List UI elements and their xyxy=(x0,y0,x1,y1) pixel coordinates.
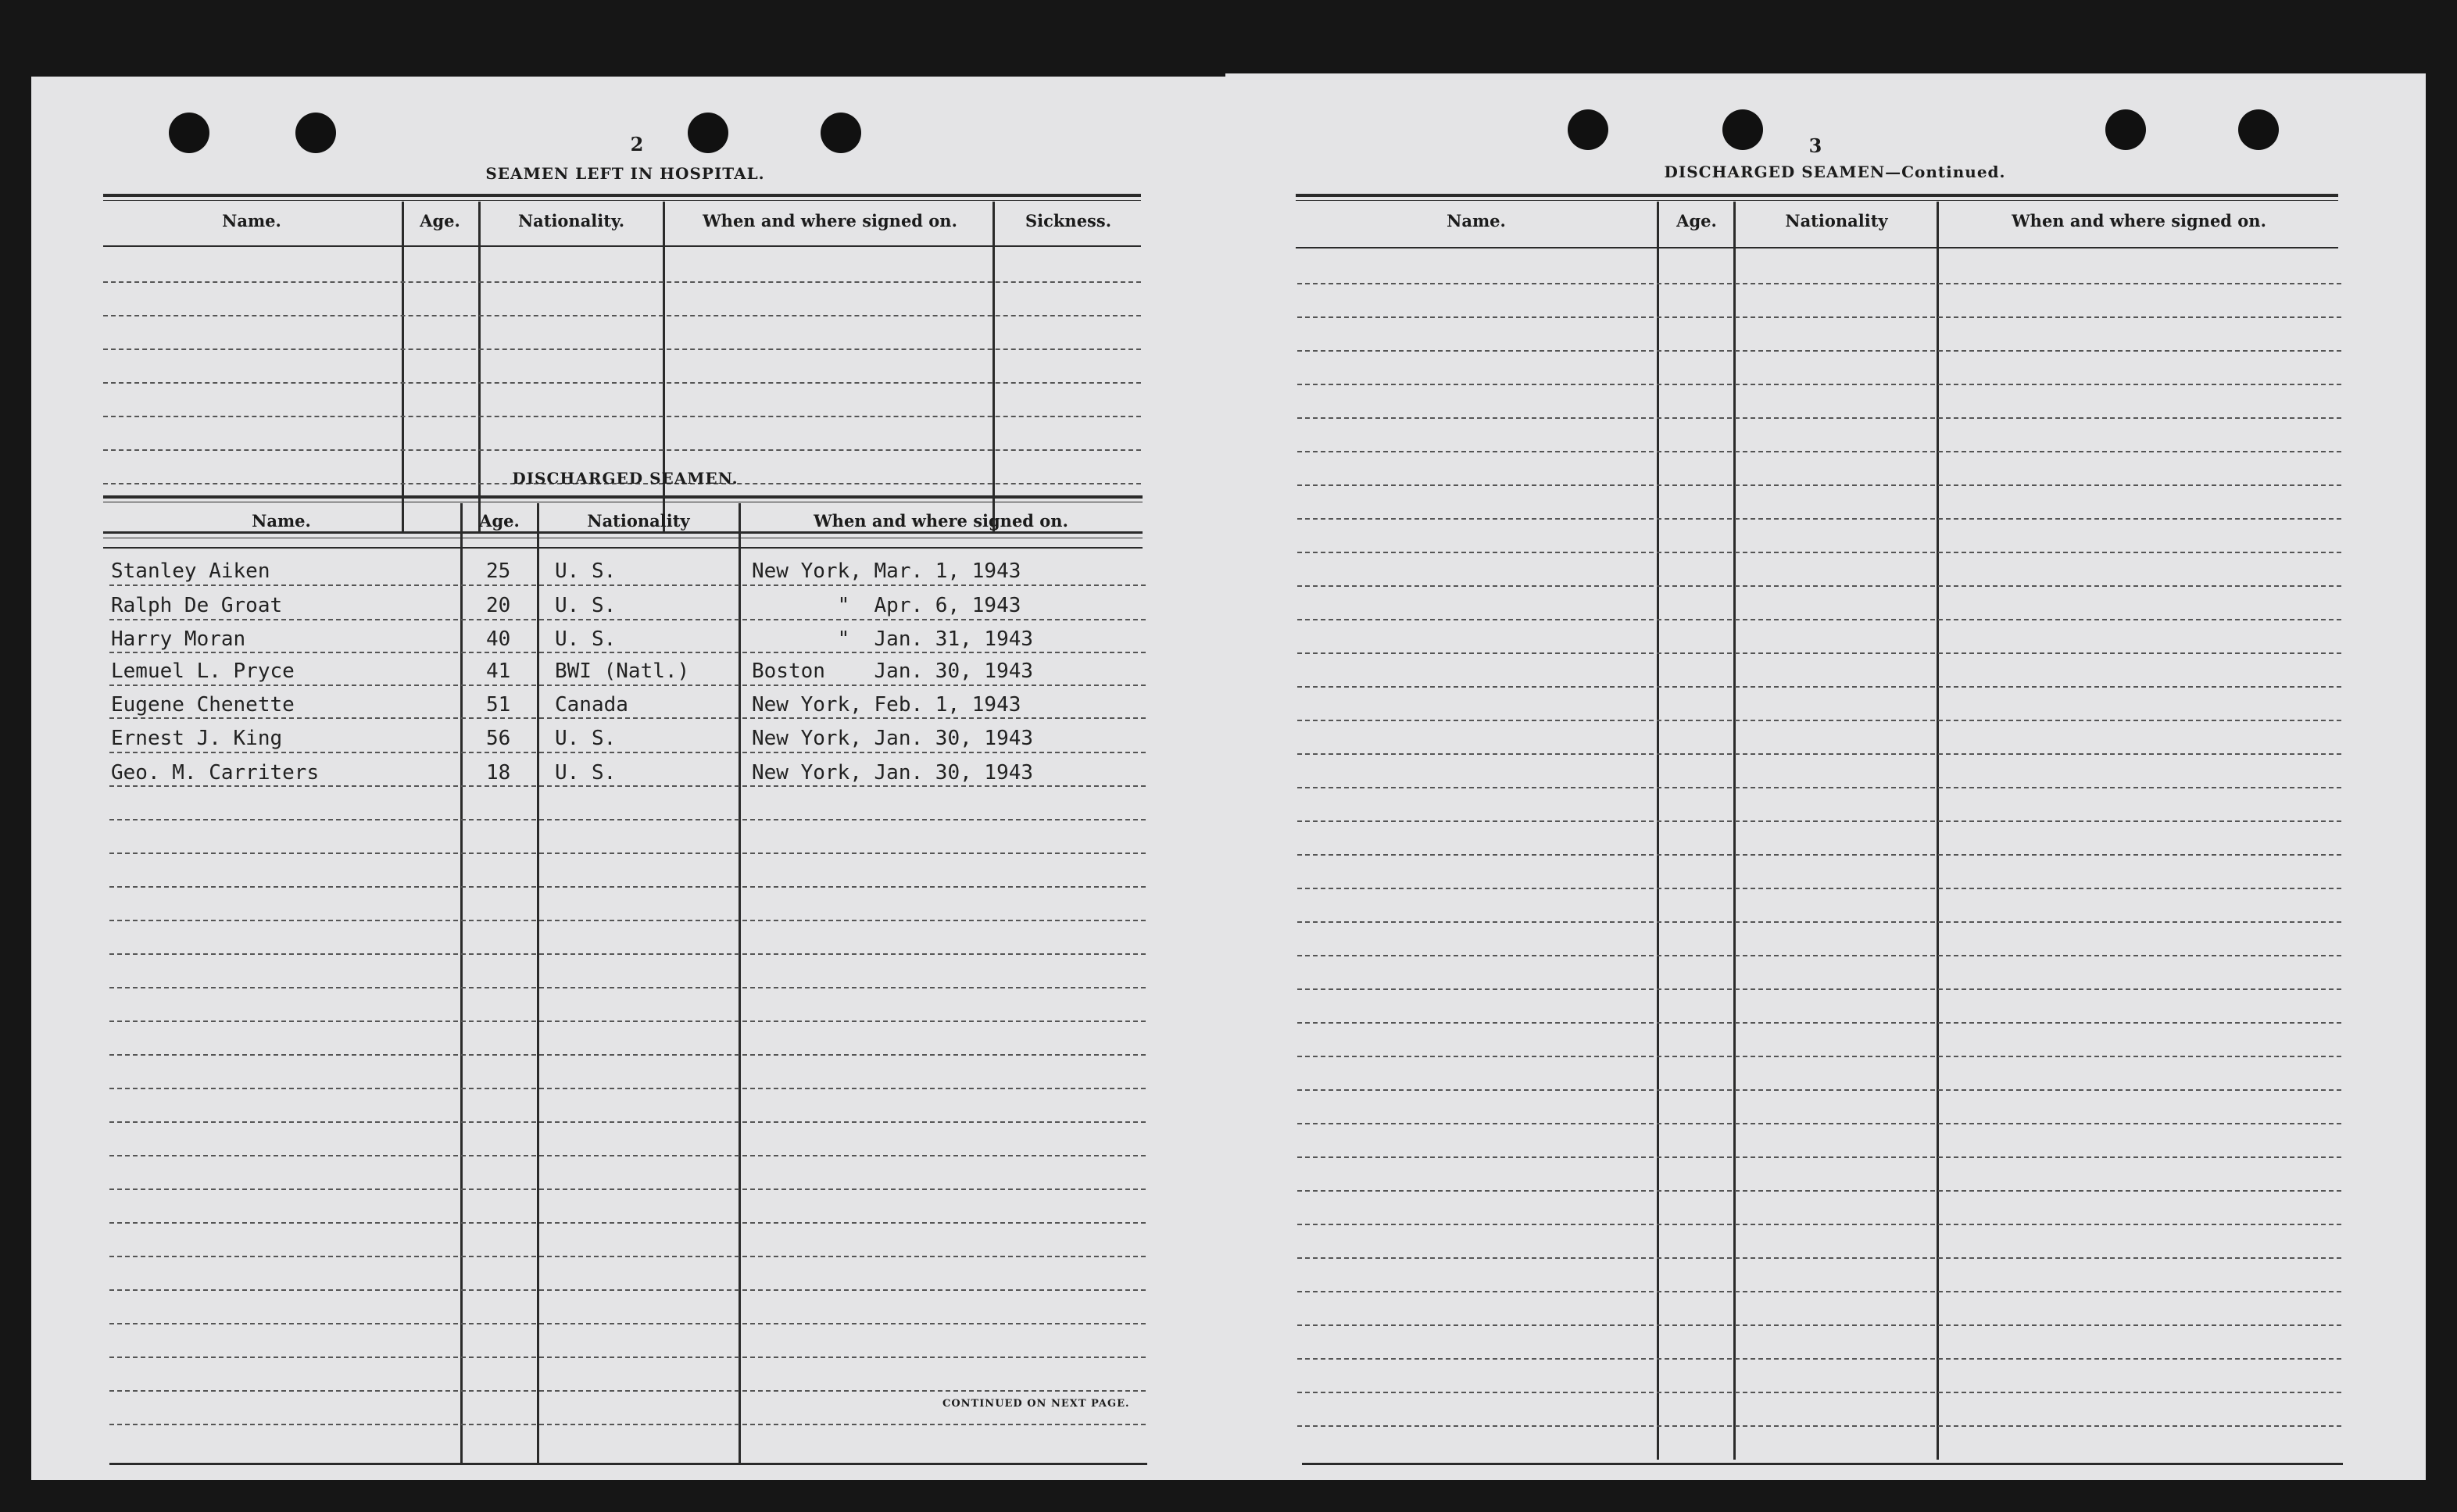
discharged-row-line xyxy=(109,953,1146,955)
discharged-col-divider xyxy=(739,503,741,1464)
continued-row-line xyxy=(1297,1190,2341,1192)
continued-row-line xyxy=(1297,720,2341,721)
continued-row-line xyxy=(1297,1257,2341,1259)
continued-header-rule xyxy=(1296,247,2338,248)
seaman-signed-on: New York, Jan. 30, 1943 xyxy=(752,727,1034,750)
discharged-row-line xyxy=(109,1155,1146,1156)
continued-col-divider xyxy=(1657,202,1659,1460)
seaman-age: 18 xyxy=(486,761,511,785)
binder-hole-icon xyxy=(295,113,336,153)
seaman-nationality: BWI (Natl.) xyxy=(555,659,690,683)
continued-row-line xyxy=(1297,619,2341,620)
seaman-signed-on: New York, Mar. 1, 1943 xyxy=(752,559,1021,583)
continued-col-divider xyxy=(1937,202,1939,1460)
discharged-row-line xyxy=(109,1256,1146,1257)
continued-row-line xyxy=(1297,552,2341,553)
continued-row-line xyxy=(1297,787,2341,788)
page-number: 2 xyxy=(630,133,644,155)
seaman-nationality: U. S. xyxy=(555,761,617,785)
seaman-age: 25 xyxy=(486,559,511,583)
continued-row-line xyxy=(1297,686,2341,688)
discharged-header-nationality: Nationality xyxy=(587,511,690,531)
discharged-top-rule xyxy=(103,495,1143,499)
discharged-row-line xyxy=(109,853,1146,854)
continued-row-line xyxy=(1297,652,2341,654)
discharged-row-line xyxy=(109,819,1146,820)
binder-hole-icon xyxy=(169,113,209,153)
continued-footnote: CONTINUED ON NEXT PAGE. xyxy=(942,1398,1130,1410)
continued-row-line xyxy=(1297,384,2341,385)
seaman-nationality: U. S. xyxy=(555,727,617,750)
discharged-header-signed: When and where signed on. xyxy=(814,511,1068,531)
continued-row-line xyxy=(1297,283,2341,284)
discharged-row-line xyxy=(109,619,1146,620)
hospital-top-rule-thin xyxy=(103,200,1141,201)
continued-row-line xyxy=(1297,1358,2341,1360)
discharged-row-line xyxy=(109,1054,1146,1056)
discharged-row-line xyxy=(109,886,1146,888)
discharged-row-line xyxy=(109,1088,1146,1089)
seaman-age: 51 xyxy=(486,693,511,717)
hospital-bottom-rule xyxy=(103,531,1143,534)
continued-header-nationality: Nationality xyxy=(1785,211,1888,231)
hospital-blank-row xyxy=(103,449,1141,451)
hospital-blank-row xyxy=(103,349,1141,350)
seaman-nationality: U. S. xyxy=(555,559,617,583)
binder-hole-icon xyxy=(2105,109,2146,150)
continued-row-line xyxy=(1297,1056,2341,1057)
continued-row-line xyxy=(1297,1291,2341,1292)
seaman-name: Ralph De Groat xyxy=(111,594,283,617)
continued-row-line xyxy=(1297,921,2341,923)
hospital-top-rule xyxy=(103,194,1141,197)
continued-row-line xyxy=(1297,1089,2341,1091)
seaman-age: 56 xyxy=(486,727,511,750)
discharged-row-line xyxy=(109,1121,1146,1123)
continued-row-line xyxy=(1297,820,2341,822)
continued-header-signed: When and where signed on. xyxy=(2012,211,2266,231)
hospital-blank-row xyxy=(103,315,1141,316)
seaman-nationality: Canada xyxy=(555,693,628,717)
discharged-row-line xyxy=(109,652,1146,653)
discharged-row-line xyxy=(109,1390,1146,1392)
discharged-row-line xyxy=(109,920,1146,921)
continued-row-line xyxy=(1297,417,2341,419)
discharged-bottom-rule xyxy=(109,1463,1147,1465)
hospital-section-title: SEAMEN LEFT IN HOSPITAL. xyxy=(485,164,765,183)
seaman-signed-on: " Apr. 6, 1943 xyxy=(752,594,1021,617)
left-page xyxy=(31,77,1225,1480)
discharged-row-line xyxy=(109,685,1146,686)
discharged-section-title: DISCHARGED SEAMEN. xyxy=(512,469,739,488)
hospital-header-nationality: Nationality. xyxy=(517,211,625,231)
discharged-header-name: Name. xyxy=(252,511,311,531)
seaman-name: Lemuel L. Pryce xyxy=(111,659,295,683)
hospital-blank-row xyxy=(103,416,1141,417)
discharged-header-rule xyxy=(103,547,1143,549)
seaman-name: Eugene Chenette xyxy=(111,693,295,717)
discharged-col-divider xyxy=(460,503,463,1464)
hospital-blank-row xyxy=(103,281,1141,283)
continued-row-line xyxy=(1297,1224,2341,1225)
discharged-continued-title: DISCHARGED SEAMEN—Continued. xyxy=(1664,163,2006,181)
continued-row-line xyxy=(1297,888,2341,889)
binder-hole-icon xyxy=(688,113,728,153)
continued-row-line xyxy=(1297,1392,2341,1393)
hospital-col-divider xyxy=(992,202,995,531)
seaman-name: Stanley Aiken xyxy=(111,559,270,583)
seaman-age: 41 xyxy=(486,659,511,683)
hospital-header-name: Name. xyxy=(222,211,281,231)
continued-row-line xyxy=(1297,316,2341,318)
discharged-row-line xyxy=(109,752,1146,753)
hospital-header-rule xyxy=(103,245,1141,247)
discharged-col-divider xyxy=(537,503,539,1464)
seaman-signed-on: New York, Feb. 1, 1943 xyxy=(752,693,1021,717)
continued-top-rule-thin xyxy=(1296,200,2338,201)
discharged-row-line xyxy=(109,1222,1146,1224)
discharged-row-line xyxy=(109,1189,1146,1190)
hospital-header-signed: When and where signed on. xyxy=(703,211,957,231)
binder-hole-icon xyxy=(1568,109,1608,150)
continued-row-line xyxy=(1297,1425,2341,1427)
seaman-signed-on: " Jan. 31, 1943 xyxy=(752,627,1034,651)
seaman-nationality: U. S. xyxy=(555,594,617,617)
seaman-signed-on: Boston Jan. 30, 1943 xyxy=(752,659,1034,683)
discharged-row-line xyxy=(109,785,1146,787)
continued-row-line xyxy=(1297,484,2341,486)
right-page xyxy=(1225,73,2426,1480)
continued-row-line xyxy=(1297,988,2341,990)
continued-row-line xyxy=(1297,585,2341,587)
discharged-row-line xyxy=(109,1323,1146,1324)
discharged-row-line xyxy=(109,1289,1146,1291)
seaman-name: Ernest J. King xyxy=(111,727,283,750)
continued-row-line xyxy=(1297,350,2341,352)
continued-row-line xyxy=(1297,518,2341,520)
discharged-row-line xyxy=(109,987,1146,988)
continued-bottom-rule xyxy=(1302,1463,2343,1465)
seaman-age: 20 xyxy=(486,594,511,617)
continued-row-line xyxy=(1297,854,2341,856)
continued-col-divider xyxy=(1733,202,1736,1460)
hospital-blank-row xyxy=(103,382,1141,384)
continued-row-line xyxy=(1297,1123,2341,1124)
seaman-name: Geo. M. Carriters xyxy=(111,761,320,785)
continued-top-rule xyxy=(1296,194,2338,197)
seaman-signed-on: New York, Jan. 30, 1943 xyxy=(752,761,1034,785)
binder-hole-icon xyxy=(821,113,861,153)
seaman-nationality: U. S. xyxy=(555,627,617,651)
discharged-row-line xyxy=(109,1357,1146,1358)
continued-row-line xyxy=(1297,753,2341,755)
discharged-row-line xyxy=(109,717,1146,719)
hospital-header-sickness: Sickness. xyxy=(1025,211,1112,231)
continued-row-line xyxy=(1297,1156,2341,1158)
continued-row-line xyxy=(1297,1022,2341,1024)
continued-header-age: Age. xyxy=(1676,211,1717,231)
discharged-row-line xyxy=(109,1021,1146,1022)
discharged-row-line xyxy=(109,1424,1146,1425)
page-number: 3 xyxy=(1808,134,1822,157)
seaman-name: Harry Moran xyxy=(111,627,246,651)
binder-hole-icon xyxy=(1722,109,1763,150)
hospital-header-age: Age. xyxy=(420,211,460,231)
discharged-header-age: Age. xyxy=(479,511,520,531)
seaman-age: 40 xyxy=(486,627,511,651)
continued-header-name: Name. xyxy=(1447,211,1506,231)
discharged-row-line xyxy=(109,584,1146,586)
continued-row-line xyxy=(1297,1324,2341,1326)
binder-hole-icon xyxy=(2238,109,2279,150)
continued-row-line xyxy=(1297,451,2341,452)
continued-row-line xyxy=(1297,955,2341,956)
